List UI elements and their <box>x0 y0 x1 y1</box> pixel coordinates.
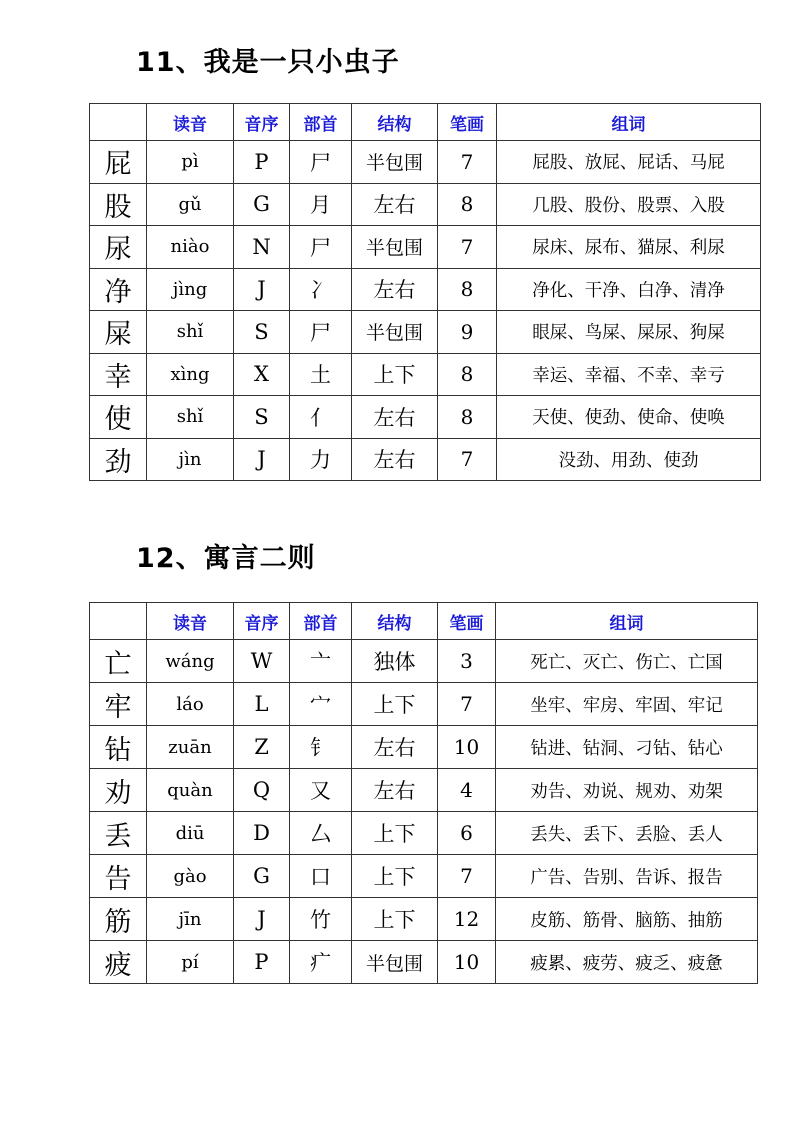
strokes-cell: 7 <box>438 855 496 898</box>
strokes-cell: 3 <box>438 640 496 683</box>
words-cell: 眼屎、鸟屎、屎尿、狗屎 <box>497 311 761 354</box>
header-letter: 音序 <box>234 104 290 141</box>
table-row <box>90 396 761 439</box>
table-header-row <box>90 603 758 640</box>
table-row <box>90 941 758 984</box>
char-cell: 屁 <box>90 141 147 184</box>
char-cell: 亡 <box>90 640 147 683</box>
table-row <box>90 683 758 726</box>
words-cell: 坐牢、牢房、牢固、牢记 <box>496 683 758 726</box>
header-strokes: 笔画 <box>438 104 497 141</box>
structure-cell: 左右 <box>352 438 438 481</box>
strokes-cell: 12 <box>438 898 496 941</box>
structure-cell: 独体 <box>352 640 438 683</box>
pinyin-cell: shǐ <box>147 396 234 439</box>
words-cell: 皮筋、筋骨、脑筋、抽筋 <box>496 898 758 941</box>
letter-cell: W <box>234 640 290 683</box>
header-structure: 结构 <box>352 603 438 640</box>
radical-cell: 竹 <box>290 898 352 941</box>
pinyin-cell: gào <box>147 855 234 898</box>
radical-cell: 厶 <box>290 812 352 855</box>
words-cell: 几股、股份、股票、入股 <box>497 183 761 226</box>
char-cell: 钻 <box>90 726 147 769</box>
table-row <box>90 769 758 812</box>
char-cell: 净 <box>90 268 147 311</box>
character-table-12 <box>89 602 758 984</box>
char-cell: 股 <box>90 183 147 226</box>
structure-cell: 左右 <box>352 769 438 812</box>
char-cell: 疲 <box>90 941 147 984</box>
radical-cell: 冫 <box>290 268 352 311</box>
char-cell: 屎 <box>90 311 147 354</box>
pinyin-cell: wáng <box>147 640 234 683</box>
structure-cell: 上下 <box>352 812 438 855</box>
words-cell: 疲累、疲劳、疲乏、疲惫 <box>496 941 758 984</box>
radical-cell: 又 <box>290 769 352 812</box>
letter-cell: X <box>234 353 290 396</box>
table-row <box>90 183 761 226</box>
radical-cell: 亠 <box>290 640 352 683</box>
table-row <box>90 268 761 311</box>
pinyin-cell: niào <box>147 226 234 269</box>
char-cell: 筋 <box>90 898 147 941</box>
radical-cell: 力 <box>290 438 352 481</box>
pinyin-cell: jīn <box>147 898 234 941</box>
pinyin-cell: pì <box>147 141 234 184</box>
words-cell: 死亡、灭亡、伤亡、亡国 <box>496 640 758 683</box>
pinyin-cell: shǐ <box>147 311 234 354</box>
pinyin-cell: quàn <box>147 769 234 812</box>
structure-cell: 左右 <box>352 726 438 769</box>
pinyin-cell: pí <box>147 941 234 984</box>
table-row <box>90 226 761 269</box>
letter-cell: Q <box>234 769 290 812</box>
words-cell: 净化、干净、白净、清净 <box>497 268 761 311</box>
radical-cell: 口 <box>290 855 352 898</box>
character-table-11 <box>89 103 761 481</box>
section-title-11: 11、我是一只小虫子 <box>136 47 400 78</box>
letter-cell: S <box>234 396 290 439</box>
radical-cell: 尸 <box>290 141 352 184</box>
pinyin-cell: jìng <box>147 268 234 311</box>
pinyin-cell: diū <box>147 812 234 855</box>
structure-cell: 上下 <box>352 898 438 941</box>
radical-cell: 疒 <box>290 941 352 984</box>
radical-cell: 宀 <box>290 683 352 726</box>
letter-cell: P <box>234 141 290 184</box>
pinyin-cell: xìng <box>147 353 234 396</box>
strokes-cell: 7 <box>438 141 497 184</box>
header-words: 组词 <box>497 104 761 141</box>
structure-cell: 半包围 <box>352 141 438 184</box>
letter-cell: D <box>234 812 290 855</box>
header-pinyin: 读音 <box>147 104 234 141</box>
letter-cell: G <box>234 183 290 226</box>
strokes-cell: 6 <box>438 812 496 855</box>
pinyin-cell: gǔ <box>147 183 234 226</box>
header-letter: 音序 <box>234 603 290 640</box>
header-blank <box>90 603 147 640</box>
letter-cell: Z <box>234 726 290 769</box>
structure-cell: 左右 <box>352 396 438 439</box>
letter-cell: J <box>234 438 290 481</box>
radical-cell: 钅 <box>290 726 352 769</box>
strokes-cell: 7 <box>438 226 497 269</box>
char-cell: 劲 <box>90 438 147 481</box>
strokes-cell: 8 <box>438 183 497 226</box>
strokes-cell: 10 <box>438 726 496 769</box>
letter-cell: N <box>234 226 290 269</box>
words-cell: 天使、使劲、使命、使唤 <box>497 396 761 439</box>
strokes-cell: 8 <box>438 268 497 311</box>
header-words: 组词 <box>496 603 758 640</box>
table-row <box>90 726 758 769</box>
header-radical: 部首 <box>290 603 352 640</box>
structure-cell: 上下 <box>352 855 438 898</box>
structure-cell: 左右 <box>352 268 438 311</box>
table-header-row <box>90 104 761 141</box>
table-row <box>90 855 758 898</box>
strokes-cell: 8 <box>438 353 497 396</box>
words-cell: 钻进、钻洞、刁钻、钻心 <box>496 726 758 769</box>
letter-cell: J <box>234 898 290 941</box>
char-cell: 幸 <box>90 353 147 396</box>
table-row <box>90 438 761 481</box>
header-radical: 部首 <box>290 104 352 141</box>
words-cell: 幸运、幸福、不幸、幸亏 <box>497 353 761 396</box>
structure-cell: 左右 <box>352 183 438 226</box>
header-pinyin: 读音 <box>147 603 234 640</box>
strokes-cell: 4 <box>438 769 496 812</box>
header-blank <box>90 104 147 141</box>
char-cell: 丢 <box>90 812 147 855</box>
char-cell: 告 <box>90 855 147 898</box>
structure-cell: 上下 <box>352 353 438 396</box>
words-cell: 尿床、尿布、猫尿、利尿 <box>497 226 761 269</box>
structure-cell: 上下 <box>352 683 438 726</box>
radical-cell: 尸 <box>290 226 352 269</box>
radical-cell: 土 <box>290 353 352 396</box>
pinyin-cell: jìn <box>147 438 234 481</box>
header-structure: 结构 <box>352 104 438 141</box>
char-cell: 劝 <box>90 769 147 812</box>
words-cell: 屁股、放屁、屁话、马屁 <box>497 141 761 184</box>
radical-cell: 月 <box>290 183 352 226</box>
letter-cell: G <box>234 855 290 898</box>
letter-cell: L <box>234 683 290 726</box>
letter-cell: S <box>234 311 290 354</box>
section-title-12: 12、寓言二则 <box>136 543 316 574</box>
table-row <box>90 141 761 184</box>
structure-cell: 半包围 <box>352 226 438 269</box>
char-cell: 尿 <box>90 226 147 269</box>
words-cell: 广告、告别、告诉、报告 <box>496 855 758 898</box>
strokes-cell: 8 <box>438 396 497 439</box>
table-row <box>90 311 761 354</box>
structure-cell: 半包围 <box>352 311 438 354</box>
char-cell: 牢 <box>90 683 147 726</box>
radical-cell: 亻 <box>290 396 352 439</box>
strokes-cell: 7 <box>438 683 496 726</box>
letter-cell: J <box>234 268 290 311</box>
letter-cell: P <box>234 941 290 984</box>
table-row <box>90 898 758 941</box>
table-row <box>90 353 761 396</box>
radical-cell: 尸 <box>290 311 352 354</box>
structure-cell: 半包围 <box>352 941 438 984</box>
table-row <box>90 640 758 683</box>
table-row <box>90 812 758 855</box>
pinyin-cell: láo <box>147 683 234 726</box>
strokes-cell: 9 <box>438 311 497 354</box>
header-strokes: 笔画 <box>438 603 496 640</box>
strokes-cell: 10 <box>438 941 496 984</box>
words-cell: 丢失、丢下、丢脸、丢人 <box>496 812 758 855</box>
words-cell: 没劲、用劲、使劲 <box>497 438 761 481</box>
pinyin-cell: zuān <box>147 726 234 769</box>
char-cell: 使 <box>90 396 147 439</box>
strokes-cell: 7 <box>438 438 497 481</box>
words-cell: 劝告、劝说、规劝、劝架 <box>496 769 758 812</box>
